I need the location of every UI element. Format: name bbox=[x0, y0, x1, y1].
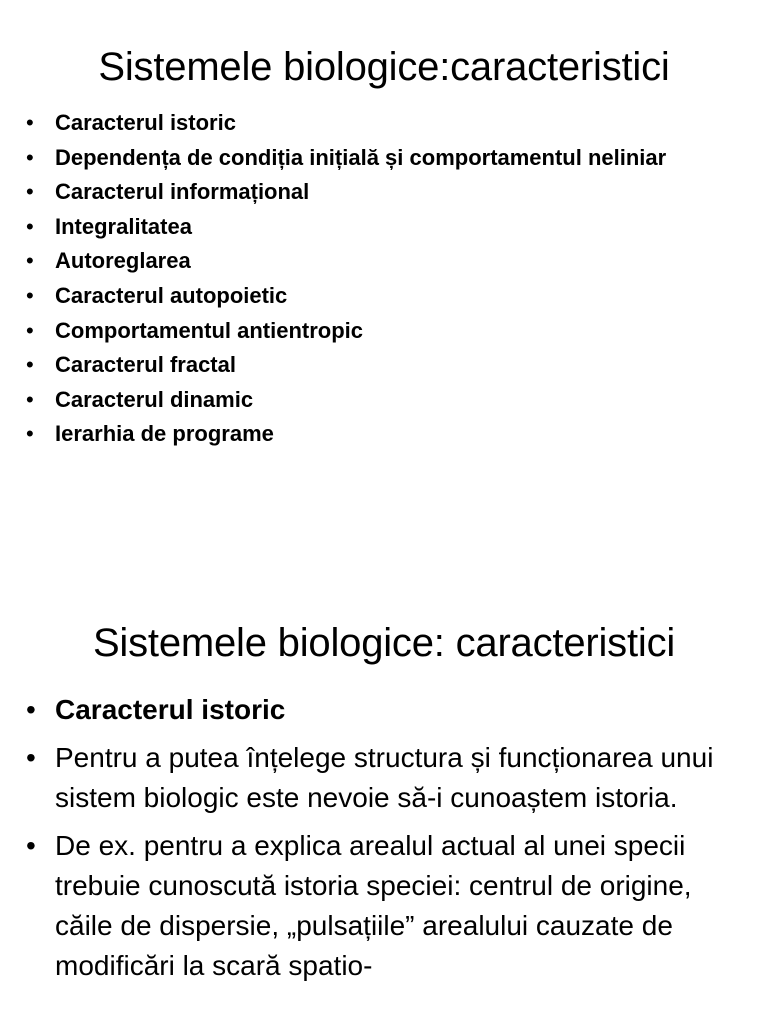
bullet-icon: • bbox=[26, 694, 36, 725]
list-item bbox=[26, 690, 746, 730]
list-item bbox=[26, 248, 746, 274]
bullet-icon: • bbox=[26, 386, 34, 412]
bullet-icon: • bbox=[26, 282, 34, 308]
bullet-icon: • bbox=[26, 213, 34, 239]
list-item-text: Caracterul fractal bbox=[55, 352, 236, 378]
list-item bbox=[26, 826, 746, 986]
list-item-text: Caracterul istoric bbox=[55, 694, 286, 725]
bullet-icon: • bbox=[26, 179, 34, 205]
slide-2-title: Sistemele biologice: caracteristici bbox=[92, 621, 676, 665]
list-item-text: Pentru a putea înțelege structura și funcționarea unui sistem biologic este nevoie să-i cunoaștem istoria. bbox=[55, 742, 714, 813]
list-item-text: Comportamentul antientropic bbox=[55, 317, 364, 343]
list-item-text: Integralitatea bbox=[55, 213, 192, 239]
list-item-text: Caracterul autopoietic bbox=[55, 282, 288, 308]
bullet-icon: • bbox=[26, 421, 34, 447]
list-item bbox=[26, 179, 746, 205]
bullet-icon: • bbox=[26, 110, 34, 135]
list-item bbox=[26, 352, 746, 378]
list-item-text: Caracterul dinamic bbox=[55, 386, 254, 412]
slide-2-bullet-list bbox=[26, 690, 746, 994]
list-item-text: Caracterul informațional bbox=[55, 179, 310, 205]
bullet-icon: • bbox=[26, 317, 34, 343]
slide-1-title: Sistemele biologice:caracteristici bbox=[98, 45, 670, 89]
list-item bbox=[26, 110, 746, 136]
list-item-text: Caracterul istoric bbox=[55, 110, 236, 135]
list-item-text: Ierarhia de programe bbox=[55, 421, 274, 447]
bullet-icon: • bbox=[26, 830, 36, 861]
list-item-text: De ex. pentru a explica arealul actual al unei specii trebuie cunoscută istoria speciei: centrul de origine, căile de dispersie, „pulsațiile” arealului cauzate de modificări la scară spatio- bbox=[55, 830, 692, 981]
list-item-text: Dependența de condiția inițială și comportamentul neliniar bbox=[55, 144, 667, 170]
list-item bbox=[26, 214, 746, 240]
bullet-icon: • bbox=[26, 144, 34, 170]
list-item bbox=[26, 738, 746, 818]
list-item bbox=[26, 387, 746, 413]
bullet-icon: • bbox=[26, 352, 34, 378]
list-item-text: Autoreglarea bbox=[55, 248, 191, 274]
bullet-icon: • bbox=[26, 248, 34, 274]
list-item bbox=[26, 283, 746, 309]
list-item bbox=[26, 145, 695, 171]
bullet-icon: • bbox=[26, 742, 36, 773]
slide-1-bullet-list bbox=[26, 110, 746, 456]
list-item bbox=[26, 318, 746, 344]
list-item bbox=[26, 421, 746, 447]
slide-2 bbox=[0, 560, 768, 1024]
